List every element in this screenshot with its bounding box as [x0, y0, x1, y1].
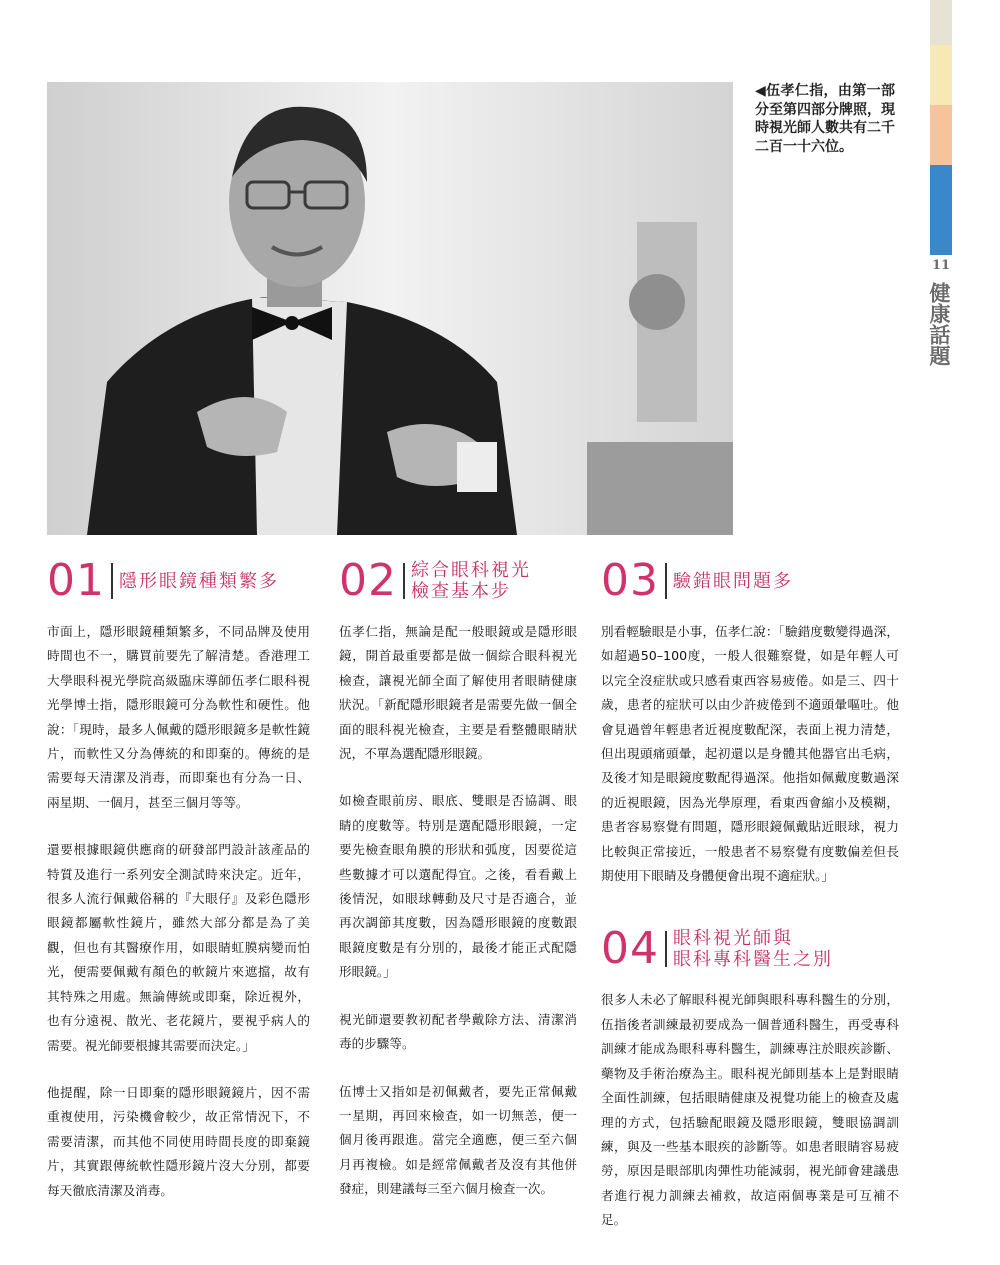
section-04-heading — [601, 924, 899, 974]
side-tab-3 — [930, 105, 952, 165]
column-3 — [601, 556, 899, 1233]
section-02-heading — [339, 556, 577, 606]
section-number: 03 — [601, 555, 659, 606]
section-number: 02 — [339, 555, 397, 606]
section-title: 隱形眼鏡種類繁多 — [119, 570, 279, 592]
heading-divider — [665, 931, 667, 967]
paragraph: 很多人未必了解眼科視光師與眼科專科醫生的分別，伍指後者訓練最初要成為一個普通科醫生，再受專科訓練才能成為眼科專科醫生，訓練專注於眼疾診斷、藥物及手術治療為主。眼科視光師則基本上是對眼睛全面性訓練，包括眼睛健康及視覺功能上的檢查及處理的方式，包括驗配眼鏡及隱形眼鏡，雙眼協調訓練，與及一些基本眼疾的診斷等。如患者眼睛容易疲勞，原因是眼部肌肉彈性功能減弱，視光師會建議患者進行視力訓練去補救，故這兩個專業是可互補不足。 — [601, 992, 899, 1228]
paragraph: 別看輕驗眼是小事，伍孝仁說：「驗錯度數變得過深，如超過50–100度，一般人很難察覺，如是年輕人可以完全沒症狀或只感看東西容易疲倦。如是三、四十歲，患者的症狀可以由少許疲倦到不適頭暈嘔吐。他會見過曾年輕患者近視度數配深，表面上視力清楚，但出現頭痛頭暈，起初還以是身體其他器官出毛病，及後才知是眼鏡度數配得過深。他指如佩戴度數過深的近視眼鏡，因為光學原理，看東西會縮小及模糊，患者容易察覺有問題，隱形眼鏡佩戴貼近眼球，視力比較與正常接近，一般患者不易察覺有度數偏差但長期使用下眼睛及身體便會出現不適症狀。」 — [601, 624, 899, 884]
heading-divider — [403, 563, 405, 599]
paragraph: 市面上，隱形眼鏡種類繁多，不同品牌及使用時間也不一，購買前要先了解清楚。香港理工大學眼科視光學院高級臨床導師伍孝仁眼科視光學博士指，隱形眼鏡可分為軟性和硬性。他說：「現時，最多人佩戴的隱形眼鏡多是軟性鏡片，而軟性又分為傳統的和即棄的。傳統的是需要每天清潔及消毒，而即棄也有分為一日、兩星期、一個月，甚至三個月等等。 — [47, 624, 310, 810]
column-1 — [47, 556, 310, 1203]
section-title: 驗錯眼問題多 — [673, 570, 793, 592]
section-title-vertical: 健康話題 — [927, 282, 952, 366]
section-03-heading — [601, 556, 899, 606]
side-tab-2 — [930, 45, 952, 105]
section-title-line: 綜合眼科視光 — [411, 560, 531, 581]
paragraph: 視光師還要教初配者學戴除方法、清潔消毒的步驟等。 — [339, 1011, 577, 1052]
heading-divider — [665, 563, 667, 599]
section-title — [673, 928, 833, 970]
paragraph: 伍博士又指如是初佩戴者，要先正常佩戴一星期，再回來檢查，如一切無恙，便一個月後再跟進。當完全適應，便三至六個月再複檢。如是經常佩戴者及沒有其他併發症，則建議每三至六個月檢查一次。 — [339, 1083, 577, 1197]
paragraph: 如檢查眼前房、眼底、雙眼是否協調、眼睛的度數等。特別是選配隱形眼鏡，一定要先檢查眼角膜的形狀和弧度，因要從這些數據才可以選配得宜。之後，看看戴上後情況，如眼球轉動及尺寸是否適合，並再次調節其度數，因為隱形眼鏡的度數跟眼鏡度數是有分別的，最後才能正式配隱形眼鏡。」 — [339, 793, 577, 980]
section-number: 01 — [47, 555, 105, 606]
heading-divider — [111, 563, 113, 599]
section-title-line: 眼科視光師與 — [673, 928, 793, 950]
section-number: 04 — [601, 923, 659, 975]
portrait-illustration — [47, 82, 733, 535]
paragraph: 伍孝仁指，無論是配一般眼鏡或是隱形眼鏡，開首最重要都是做一個綜合眼科視光檢查，讓視光師全面了解使用者眼睛健康狀況。「新配隱形眼鏡者是需要先做一個全面的眼科視光檢查，主要是看整體眼睛狀況，不單為選配隱形眼鏡。 — [339, 624, 577, 762]
paragraph: 還要根據眼鏡供應商的研發部門設計該產品的特質及進行一系列安全測試時來決定。近年，很多人流行佩戴俗稱的『大眼仔』及彩色隱形眼鏡都屬軟性鏡片，雖然大部分都是為了美觀，但也有其醫療作用，如眼睛虹膜病變而怕光，便需要佩戴有顏色的軟鏡片來遮擋，故有其特殊之用處。無論傳統或即棄，除近視外，也有分遠視、散光、老花鏡片，要視乎病人的需要。視光師要根據其需要而決定。」 — [47, 842, 310, 1053]
portrait-photo — [47, 82, 733, 535]
section-01-heading — [47, 556, 310, 606]
paragraph: 他提醒，除一日即棄的隱形眼鏡鏡片，因不需重複使用，污染機會較少，故正常情況下，不需要清潔，而其他不同使用時間長度的即棄鏡片，其實跟傳統軟性隱形鏡片沒大分別，都要每天徹底清潔及消毒。 — [47, 1084, 310, 1198]
section-title — [411, 560, 531, 602]
photo-caption: ◀伍孝仁指，由第一部分至第四部分牌照，現時視光師人數共有二千二百一十六位。 — [755, 83, 895, 155]
section-title-line: 眼科專科醫生之別 — [673, 949, 833, 971]
page-number: 11 — [931, 258, 951, 273]
column-2 — [339, 556, 577, 1202]
section-title-line: 檢查基本步 — [411, 581, 511, 602]
side-tab-1 — [930, 0, 952, 45]
side-tab-4 — [930, 165, 952, 255]
